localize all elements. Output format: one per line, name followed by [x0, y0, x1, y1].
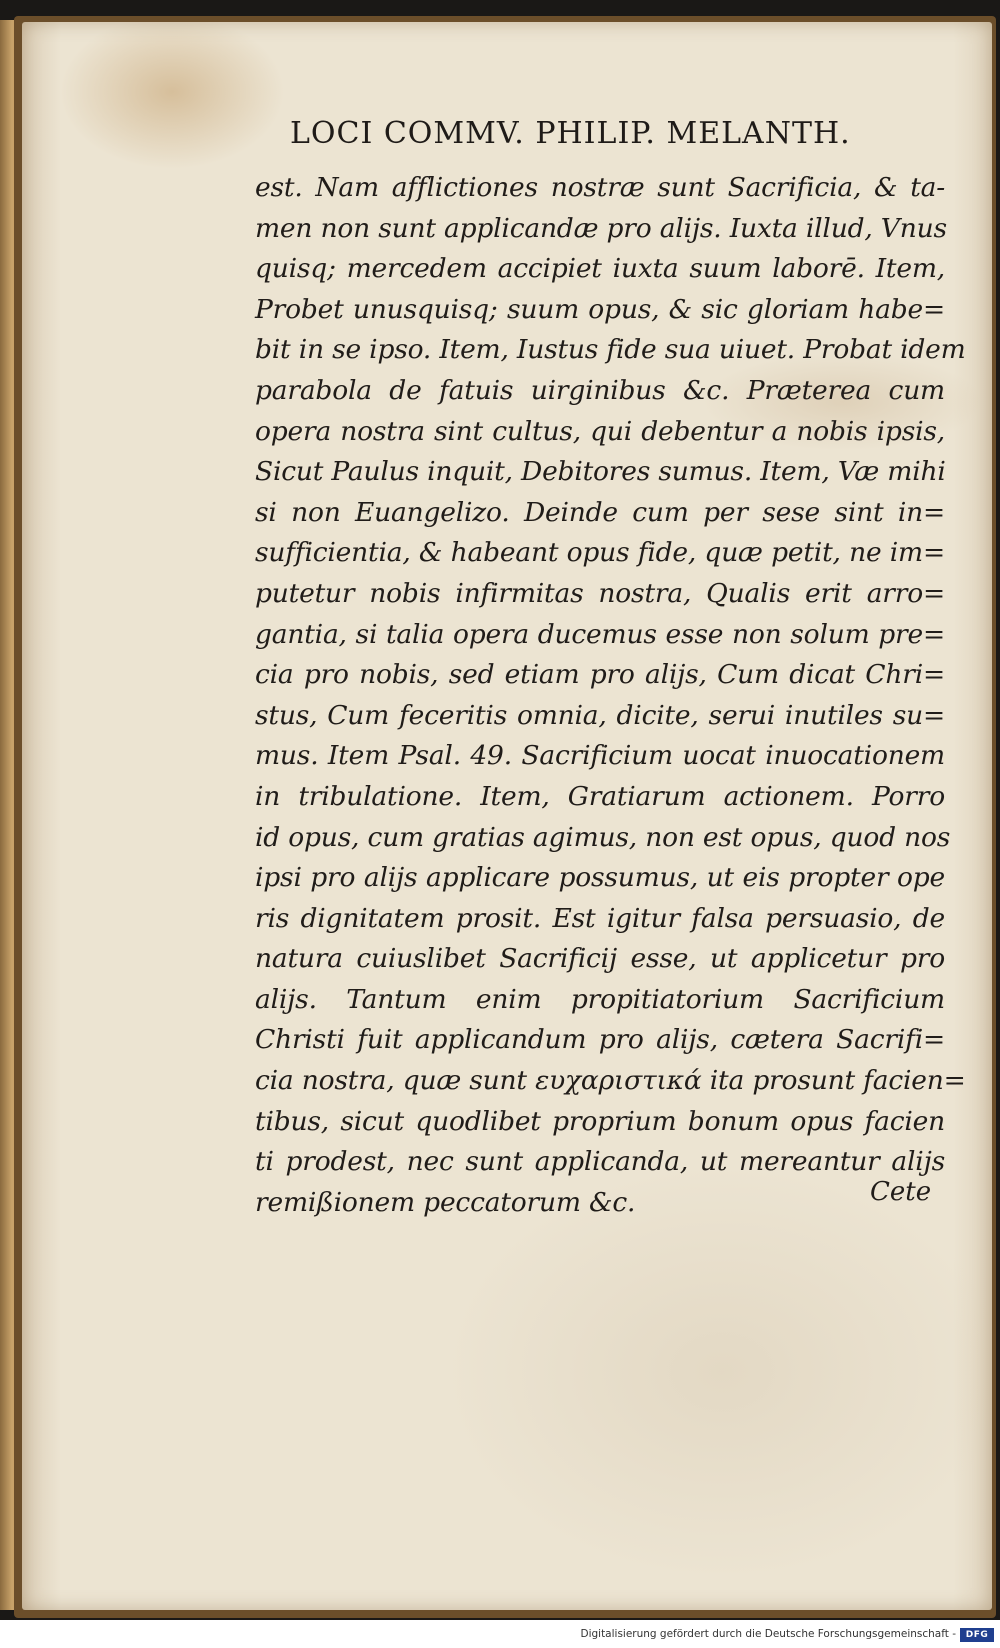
text-line: remißionem peccatorum &c. — [255, 1186, 636, 1218]
running-head: LOCI COMMV. PHILIP. MELANTH. — [290, 116, 851, 151]
text-line: tibus, sicut quodlibet proprium bonum opus facien — [255, 1105, 945, 1137]
text-line: bit in se ipso. Item, Iustus fide sua uiuet. Probat idem — [255, 334, 966, 366]
dfg-logo: DFG — [960, 1628, 994, 1642]
text-line: est. Nam afflictiones nostræ sunt Sacrificia, & ta- — [255, 172, 945, 203]
text-line: quisq; mercedem accipiet iuxta suum laborē. Item, — [255, 253, 945, 285]
text-line: opera nostra sint cultus, qui debentur a nobis ipsis, — [255, 415, 945, 447]
text-line: mus. Item Psal. 49. Sacrificium uocat inuocationem — [255, 740, 945, 772]
text-line: si non Euangelizo. Deinde cum per sese sint in= — [255, 496, 945, 528]
text-line: Probet unusquisq; suum opus, & sic gloriam habe= — [255, 293, 945, 325]
text-line: ti prodest, nec sunt applicanda, ut mereantur alijs — [255, 1146, 945, 1178]
catchword: Cete — [870, 1177, 932, 1207]
body-text — [255, 168, 966, 1223]
text-line: Christi fuit applicandum pro alijs, cætera Sacrifi= — [255, 1024, 945, 1056]
text-line: stus, Cum feceritis omnia, dicite, serui inutiles su= — [255, 699, 945, 731]
text-line: ipsi pro alijs applicare possumus, ut eis propter ope — [255, 862, 945, 894]
text-line: in tribulatione. Item, Gratiarum actionem. Porro — [255, 780, 945, 812]
text-line: alijs. Tantum enim propitiatorium Sacrificium — [255, 983, 945, 1015]
text-line: Sicut Paulus inquit, Debitores sumus. Item, Væ mihi — [255, 456, 946, 488]
text-line: ris dignitatem prosit. Est igitur falsa persuasio, de — [255, 902, 945, 934]
text-line: natura cuiuslibet Sacrificij esse, ut applicetur pro — [255, 943, 945, 975]
text-line: putetur nobis infirmitas nostra, Qualis erit arro= — [255, 577, 945, 609]
funding-credit: Digitalisierung gefördert durch die Deutsche Forschungsgemeinschaft - — [580, 1628, 956, 1640]
text-line: id opus, cum gratias agimus, non est opus, quod nos — [255, 821, 951, 853]
text-line: cia nostra, quæ sunt ευχαριστικά ita prosunt facien= — [255, 1065, 966, 1097]
text-line: gantia, si talia opera ducemus esse non solum pre= — [255, 618, 945, 650]
text-line: cia pro nobis, sed etiam pro alijs, Cum dicat Chri= — [255, 659, 945, 691]
text-line: men non sunt applicandæ pro alijs. Iuxta illud, Vnus — [255, 212, 947, 244]
text-line: parabola de fatuis uirginibus &c. Præterea cum — [255, 374, 945, 406]
text-line: sufficientia, & habeant opus fide, quæ petit, ne im= — [255, 537, 945, 569]
